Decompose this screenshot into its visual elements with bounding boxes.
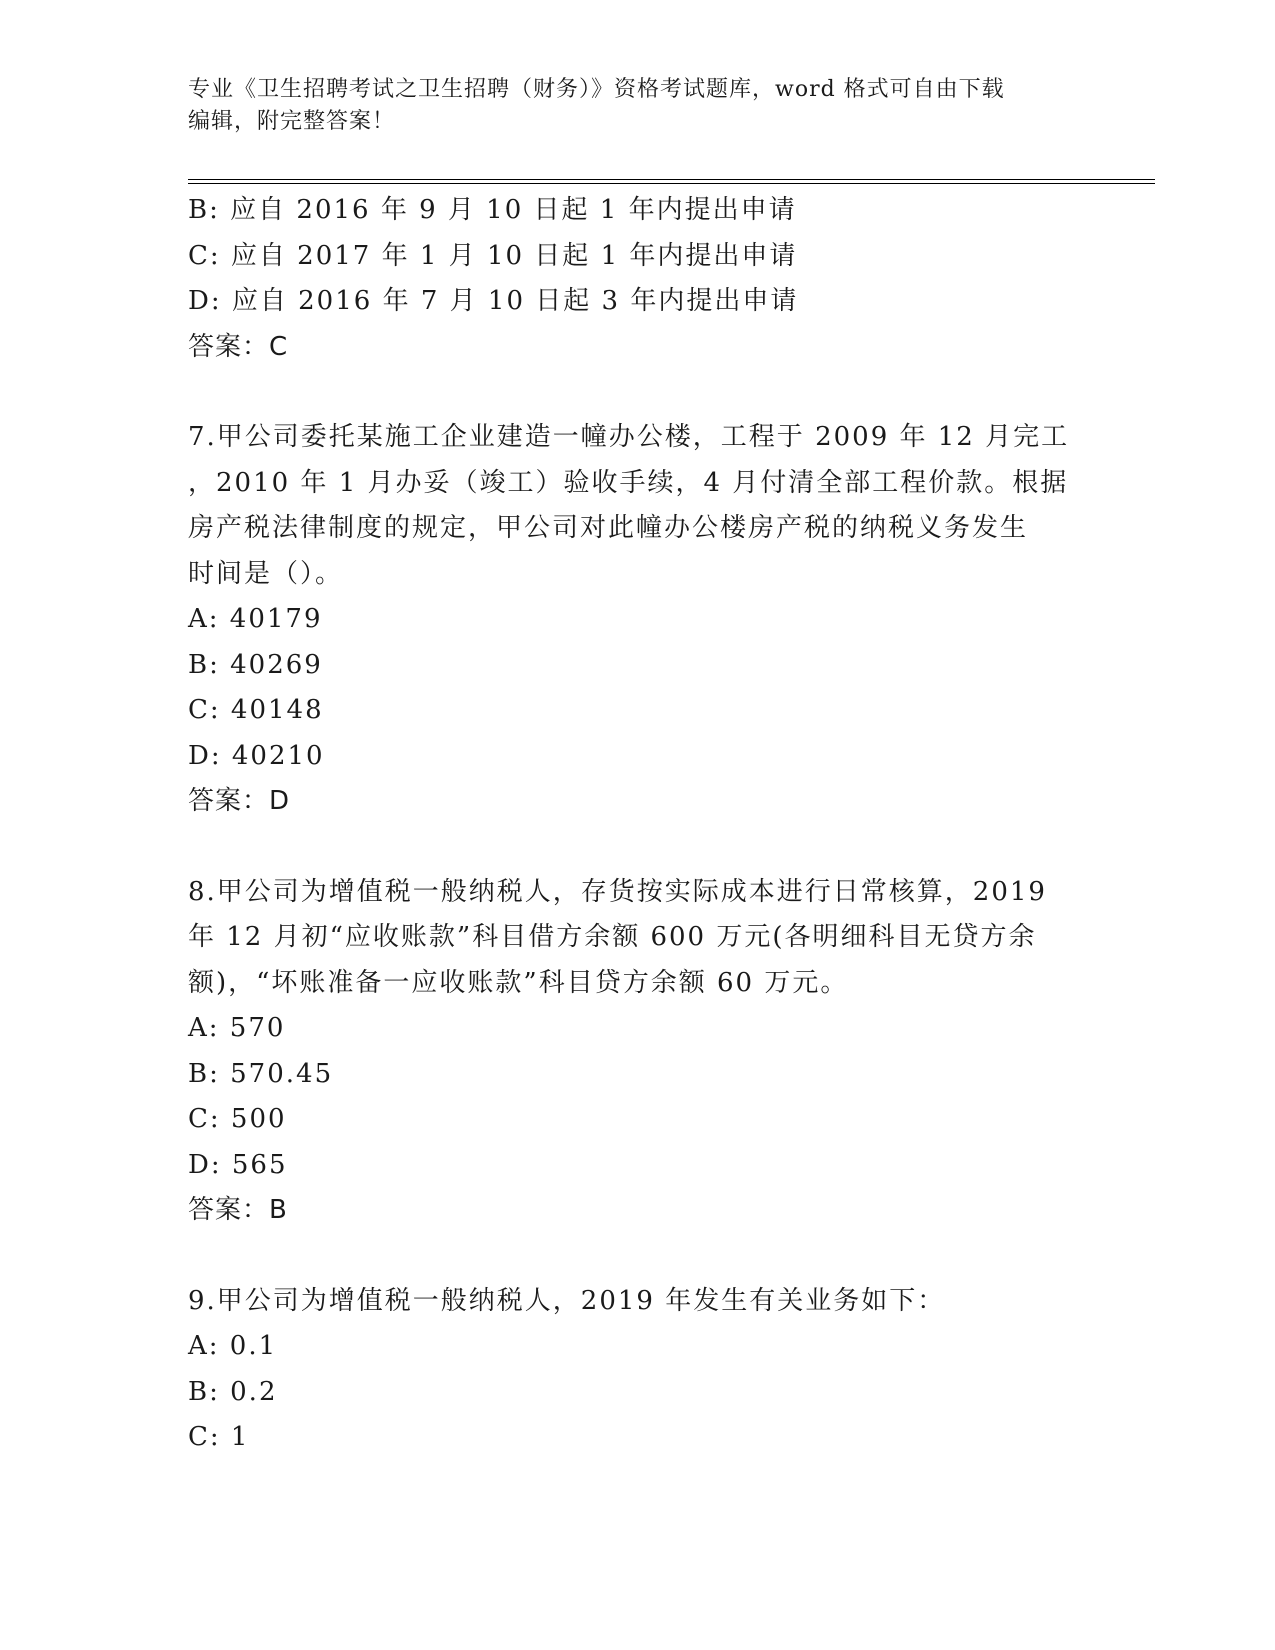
question-text-line: 8.甲公司为增值税一般纳税人，存货按实际成本进行日常核算，2019 <box>188 876 1047 907</box>
option-d: D: 应自 2016 年 7 月 10 日起 3 年内提出申请 <box>188 286 799 316</box>
option-d: D: 40210 <box>188 740 325 771</box>
question-text-line: 额)，“坏账准备一应收账款”科目贷方余额 60 万元。 <box>188 967 849 998</box>
answer-line: 答案：D <box>188 786 291 816</box>
spacer <box>188 825 1068 870</box>
header-divider-bottom <box>188 183 1155 184</box>
header-line-2: 编辑，附完整答案！ <box>188 109 396 134</box>
question-6-block <box>188 188 1068 370</box>
header-line-1: 专业《卫生招聘考试之卫生招聘（财务）》资格考试题库，word 格式可自由下载 <box>188 77 1005 102</box>
question-text-line: 7.甲公司委托某施工企业建造一幢办公楼，工程于 2009 年 12 月完工 <box>188 422 1070 452</box>
question-8-block <box>188 870 1068 1234</box>
option-b: B: 570.45 <box>188 1058 334 1089</box>
option-c: C: 1 <box>188 1422 250 1452</box>
option-c: C: 40148 <box>188 695 324 725</box>
question-text-line: 年 12 月初“应收账款”科目借方余额 600 万元(各明细科目无贷方余 <box>188 922 1037 952</box>
spacer <box>188 370 1068 415</box>
answer-line: 答案：B <box>188 1195 288 1225</box>
option-a: A: 0.1 <box>188 1331 278 1361</box>
option-b: B: 40269 <box>188 649 323 680</box>
question-text-line: ，2010 年 1 月办妥（竣工）验收手续，4 月付清全部工程价款。根据 <box>188 467 1069 498</box>
question-9-block <box>188 1279 1068 1461</box>
document-header <box>188 74 1088 138</box>
option-c: C: 500 <box>188 1104 287 1134</box>
answer-line: 答案：C <box>188 331 289 362</box>
header-divider-top <box>188 179 1155 180</box>
option-c: C: 应自 2017 年 1 月 10 日起 1 年内提出申请 <box>188 240 798 271</box>
document-body <box>188 188 1068 1461</box>
option-b: B: 应自 2016 年 9 月 10 日起 1 年内提出申请 <box>188 195 797 225</box>
option-a: A: 40179 <box>188 604 323 634</box>
spacer <box>188 1234 1068 1279</box>
question-text-line: 时间是（）。 <box>188 558 344 589</box>
question-text-line: 9.甲公司为增值税一般纳税人，2019 年发生有关业务如下： <box>188 1285 946 1316</box>
option-a: A: 570 <box>188 1013 286 1043</box>
question-text-line: 房产税法律制度的规定，甲公司对此幢办公楼房产税的纳税义务发生 <box>188 513 1029 543</box>
question-7-block <box>188 415 1068 825</box>
option-b: B: 0.2 <box>188 1376 278 1407</box>
option-d: D: 565 <box>188 1149 288 1180</box>
